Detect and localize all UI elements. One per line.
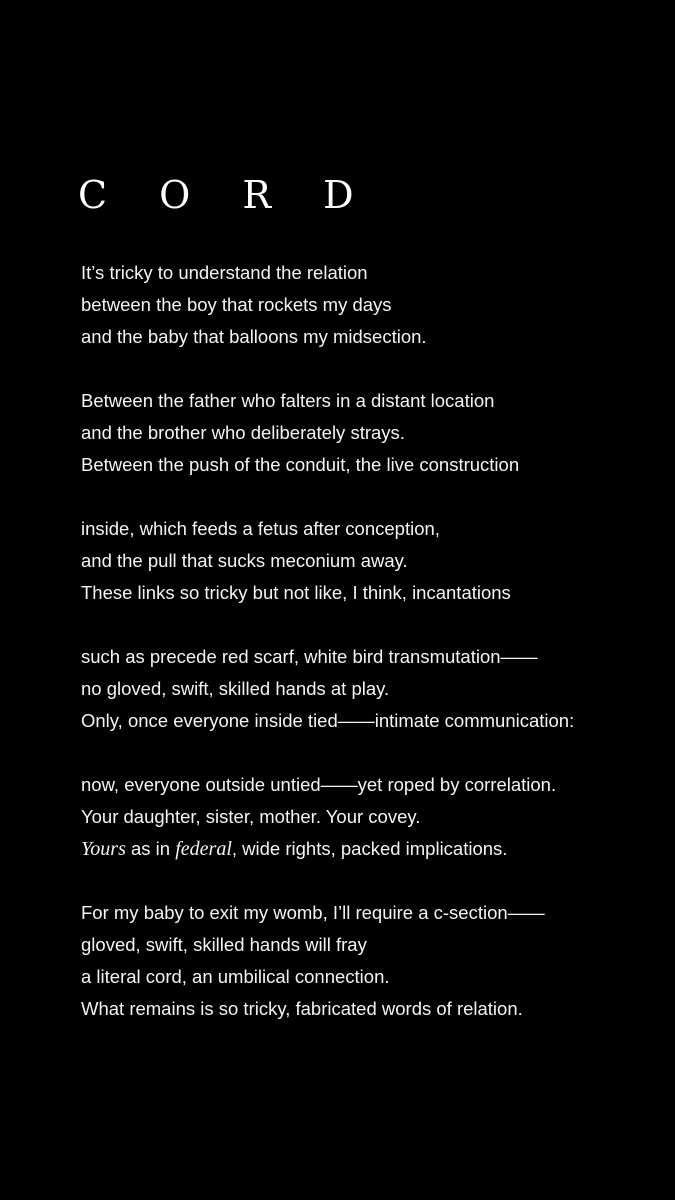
stanza-3: [81, 513, 661, 609]
italic-word-federal: federal: [175, 838, 232, 860]
poem-line: now, everyone outside untied——yet roped by correlation.: [81, 774, 557, 795]
poem-line: These links so tricky but not like, I think, incantations: [81, 582, 511, 603]
poem-line: It’s tricky to understand the relation: [81, 262, 368, 283]
poem-line: and the pull that sucks meconium away.: [81, 550, 408, 571]
poem-line: inside, which feeds a fetus after conception,: [81, 518, 440, 539]
poem-line: Only, once everyone inside tied——intimate communication:: [81, 710, 575, 731]
stanza-4: [81, 641, 661, 737]
poem-line: no gloved, swift, skilled hands at play.: [81, 678, 390, 699]
stanza-5: [81, 769, 661, 865]
poem-line: a literal cord, an umbilical connection.: [81, 966, 390, 987]
poem-body: [81, 257, 661, 1057]
poem-line: gloved, swift, skilled hands will fray: [81, 934, 367, 955]
poem-line: such as precede red scarf, white bird transmutation——: [81, 646, 538, 667]
line-fragment: , wide rights, packed implications.: [231, 838, 508, 859]
poem-line: between the boy that rockets my days: [81, 294, 392, 315]
poem-line: Your daughter, sister, mother. Your covey.: [81, 806, 421, 827]
poem-line: For my baby to exit my womb, I’ll require a c-section——: [81, 902, 545, 923]
poem-line: Between the push of the conduit, the live construction: [81, 454, 520, 475]
poem-line: and the brother who deliberately strays.: [81, 422, 405, 443]
stanza-2: [81, 385, 661, 481]
italic-word-yours: Yours: [81, 838, 126, 860]
poem-line: What remains is so tricky, fabricated words of relation.: [81, 998, 523, 1019]
poem-title: C O R D: [78, 173, 374, 217]
poem-line-mixed: [81, 833, 661, 865]
stanza-1: [81, 257, 661, 353]
stanza-6: [81, 897, 661, 1025]
poem-line: Between the father who falters in a distant location: [81, 390, 495, 411]
poem-line: and the baby that balloons my midsection.: [81, 326, 427, 347]
line-fragment: as in: [125, 838, 176, 859]
